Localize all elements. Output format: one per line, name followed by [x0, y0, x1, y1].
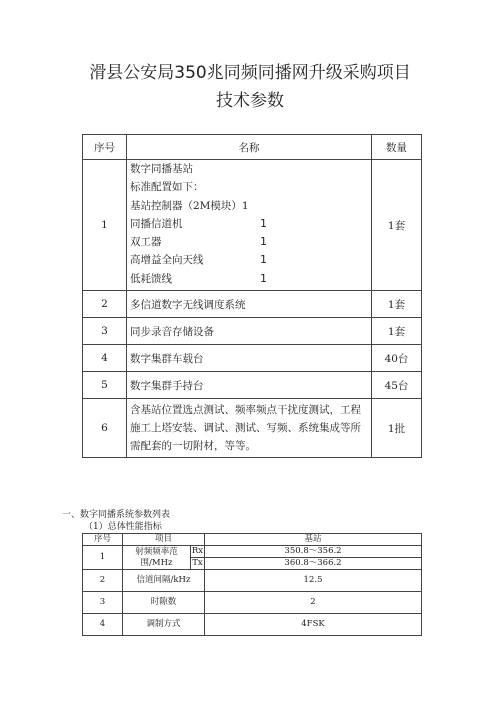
- spec-quantity: 1: [260, 216, 267, 230]
- row-qty: 1套: [372, 291, 422, 318]
- row-value: 2: [205, 592, 422, 614]
- row-name: 多信道数字无线调度系统: [127, 291, 372, 318]
- table-header-row: [83, 534, 422, 546]
- performance-params-table: [82, 533, 422, 636]
- row-index: 3: [83, 318, 127, 345]
- subsection-heading: （1）总体性能指标: [84, 522, 162, 532]
- spec-line: 标准配置如下：: [130, 181, 204, 194]
- header-index: 序号: [83, 135, 127, 160]
- document-title: 滑县公安局350兆同频同播网升级采购项目: [89, 63, 411, 83]
- table-row: [83, 372, 422, 399]
- table-row: [83, 318, 422, 345]
- row-index: 1: [83, 160, 127, 291]
- row-item: 射频频率范围/MHz: [123, 546, 191, 570]
- row-name: 数字集群车载台: [127, 345, 372, 372]
- row-sublabel: Tx: [192, 558, 203, 568]
- spec-quantity: 1: [260, 253, 267, 267]
- row-name: 同步录音存储设备: [127, 318, 372, 345]
- header-index: 序号: [83, 534, 123, 546]
- row-item: 调制方式: [123, 614, 205, 636]
- row-index: 5: [83, 372, 127, 399]
- spec-quantity: 1: [260, 235, 267, 249]
- spec-line: 数字同播基站: [130, 163, 193, 175]
- table-row: [83, 592, 422, 614]
- row-name: [127, 160, 372, 291]
- row-qty: 45台: [372, 372, 422, 399]
- table-row: [83, 399, 422, 458]
- row-value: 360.8～366.2: [205, 558, 422, 570]
- spec-quantity: 1: [260, 271, 267, 285]
- procurement-items-table: [82, 134, 422, 458]
- spec-line: [130, 288, 368, 290]
- table-row: [83, 345, 422, 372]
- row-sublabel: Rx: [191, 546, 204, 556]
- row-index: 2: [83, 291, 127, 318]
- row-qty: 1套: [372, 160, 422, 291]
- header-base: 基站: [205, 534, 422, 546]
- spec-line: 基站控制器（2M模块）1: [130, 199, 249, 212]
- row-index: 4: [83, 345, 127, 372]
- table-row: [83, 570, 422, 592]
- row-index: 2: [83, 570, 123, 592]
- row-index: 4: [83, 614, 123, 636]
- table-row: [83, 614, 422, 636]
- row-value: 4FSK: [205, 614, 422, 636]
- row-name: 含基站位置选点测试、频率频点干扰度测试，工程施工上塔安装、调试、测试、写频、系统集成等所需配套的一切附材，等等。: [127, 399, 372, 458]
- row-index: 6: [83, 399, 127, 458]
- spec-line: 同播信道机 1: [130, 215, 368, 233]
- section-heading: 一、数字同播系统参数列表: [62, 510, 171, 520]
- row-qty: 40台: [372, 345, 422, 372]
- table-row: [83, 160, 422, 291]
- row-value: 350.8～356.2: [205, 546, 422, 558]
- row-index: 1: [83, 546, 123, 570]
- row-name: 数字集群手持台: [127, 372, 372, 399]
- row-value: 12.5: [205, 570, 422, 592]
- header-name: 名称: [127, 135, 372, 160]
- header-item: 项目: [123, 534, 205, 546]
- row-index: 3: [83, 592, 123, 614]
- spec-line: 高增益全向天线 1: [130, 251, 368, 269]
- header-qty: 数量: [372, 135, 422, 160]
- table-row: [83, 291, 422, 318]
- table-row: [83, 546, 422, 558]
- row-item: 时隙数: [123, 592, 205, 614]
- spec-line: 低耗馈线 1: [130, 270, 368, 288]
- spec-quantity: [260, 288, 267, 290]
- document-subtitle: 技术参数: [216, 91, 284, 111]
- row-item: 信道间隔/kHz: [123, 570, 205, 592]
- row-qty: 1批: [372, 399, 422, 458]
- spec-line: 双工器 1: [130, 233, 368, 251]
- table-header-row: [83, 135, 422, 160]
- row-qty: 1套: [372, 318, 422, 345]
